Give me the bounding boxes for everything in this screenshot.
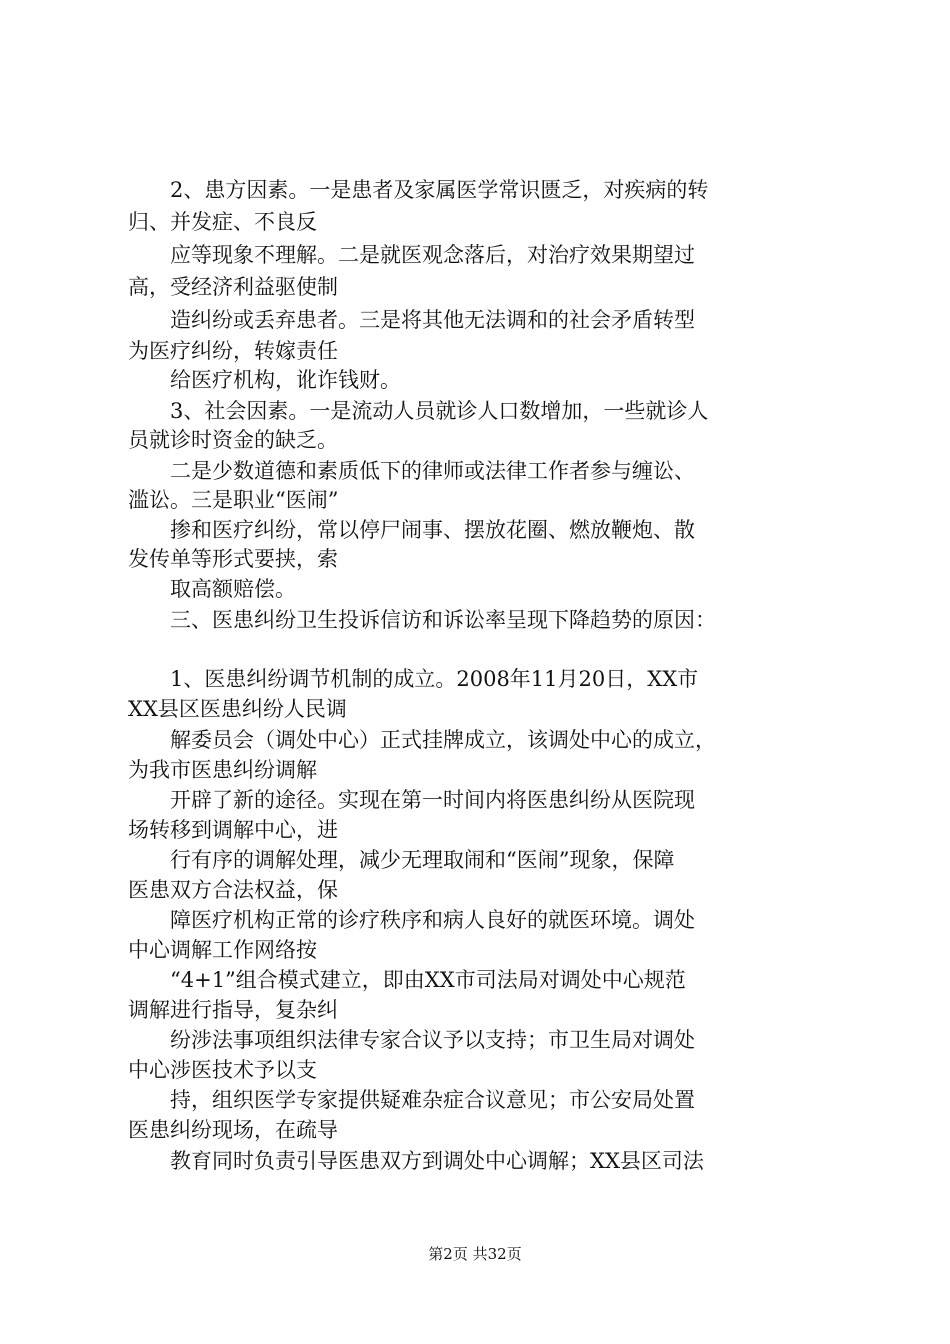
text-line: 场转移到调解中心，进 xyxy=(128,818,338,842)
page-number-footer: 第2页 共32页 xyxy=(428,1245,522,1263)
text-line: 掺和医疗纠纷，常以停尸闹事、摆放花圈、燃放鞭炮、散 xyxy=(128,518,695,542)
text-line: 取高额赔偿。 xyxy=(128,577,296,601)
text-line: 应等现象不理解。二是就医观念落后，对治疗效果期望过 xyxy=(128,243,695,267)
text-line: 归、并发症、不良反 xyxy=(128,210,317,234)
text-line: 1、医患纠纷调节机制的成立。2008年11月20日，XX市 xyxy=(128,667,699,691)
text-line: 开辟了新的途径。实现在第一时间内将医患纠纷从医院现 xyxy=(128,788,695,812)
text-line: 障医疗机构正常的诊疗秩序和病人良好的就医环境。调处 xyxy=(128,908,695,932)
text-line: 发传单等形式要挟，索 xyxy=(128,547,338,571)
text-line: 员就诊时资金的缺乏。 xyxy=(128,428,338,452)
text-line: 调解进行指导，复杂纠 xyxy=(128,998,338,1022)
text-line: 为我市医患纠纷调解 xyxy=(128,758,317,782)
text-line: 滥讼。三是职业“医闹” xyxy=(128,488,339,512)
text-line: 高，受经济利益驱使制 xyxy=(128,275,338,299)
text-line: 三、医患纠纷卫生投诉信访和诉讼率呈现下降趋势的原因： xyxy=(128,608,716,632)
text-line: 中心涉医技术予以支 xyxy=(128,1058,317,1082)
text-line: 2、患方因素。一是患者及家属医学常识匮乏，对疾病的转 xyxy=(128,178,709,202)
text-line: 3、社会因素。一是流动人员就诊人口数增加，一些就诊人 xyxy=(128,399,709,423)
text-line: 中心调解工作网络按 xyxy=(128,938,317,962)
text-line: 医患双方合法权益，保 xyxy=(128,878,338,902)
text-line: 医患纠纷现场，在疏导 xyxy=(128,1118,338,1142)
text-line: 教育同时负责引导医患双方到调处中心调解；XX县区司法 xyxy=(128,1149,704,1173)
text-line: “4+1”组合模式建立，即由XX市司法局对调处中心规范 xyxy=(128,968,686,992)
text-line: 纷涉法事项组织法律专家合议予以支持；市卫生局对调处 xyxy=(128,1028,695,1052)
text-line: 解委员会（调处中心）正式挂牌成立，该调处中心的成立， xyxy=(128,728,716,752)
text-line: 造纠纷或丢弃患者。三是将其他无法调和的社会矛盾转型 xyxy=(128,308,695,332)
text-line: 给医疗机构，讹诈钱财。 xyxy=(128,368,401,392)
text-line: 二是少数道德和素质低下的律师或法律工作者参与缠讼、 xyxy=(128,459,695,483)
text-line: 行有序的调解处理，减少无理取闹和“医闹”现象，保障 xyxy=(128,848,675,872)
text-line: 为医疗纠纷，转嫁责任 xyxy=(128,339,338,363)
text-line: 持，组织医学专家提供疑难杂症合议意见；市公安局处置 xyxy=(128,1088,695,1112)
text-line: XX县区医患纠纷人民调 xyxy=(128,697,347,721)
